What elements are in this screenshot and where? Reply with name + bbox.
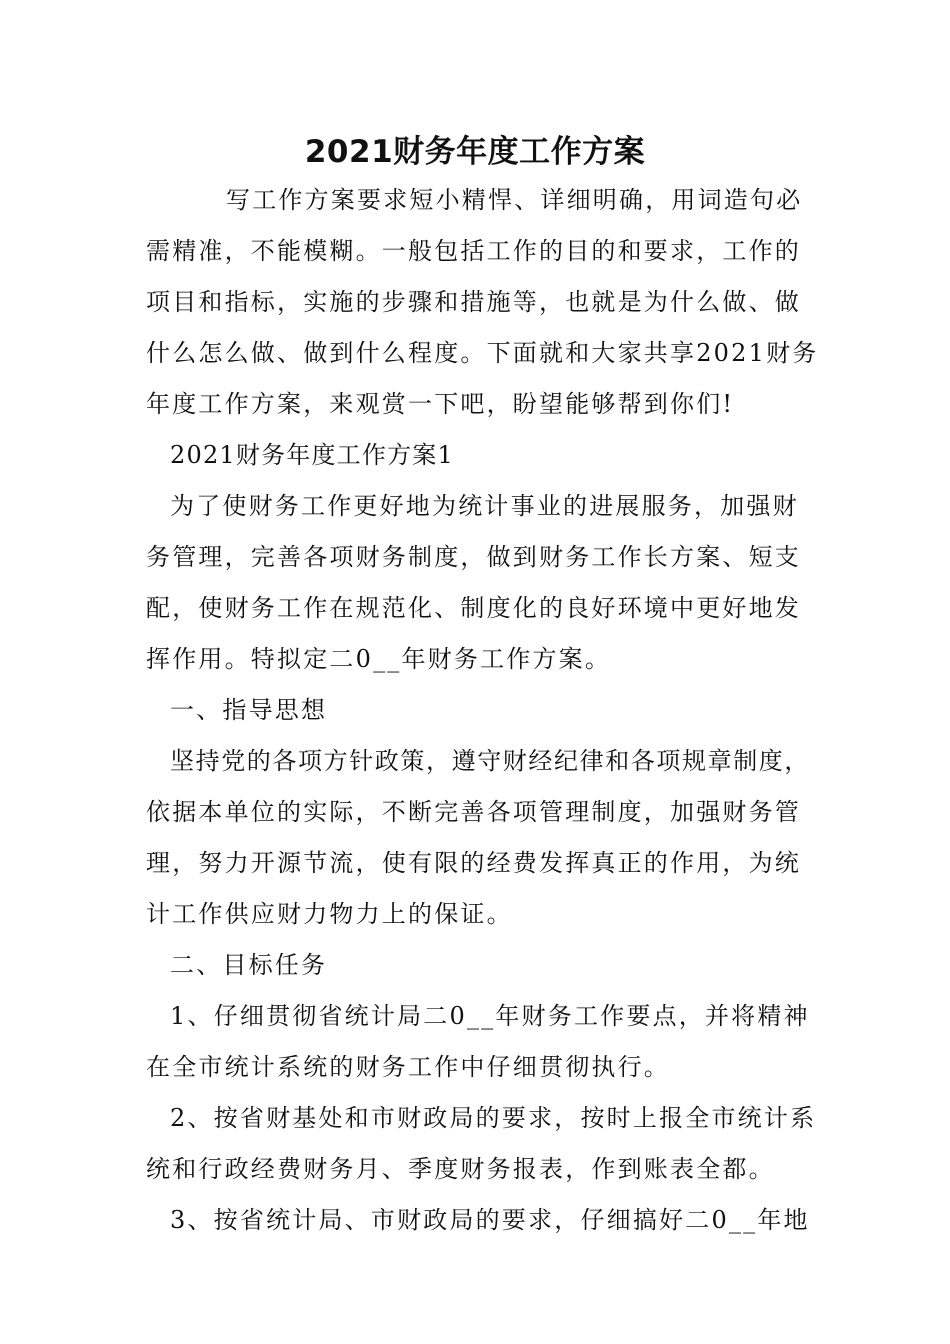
paragraph-line: 为了使财务工作更好地为统计事业的进展服务，加强财	[170, 492, 799, 520]
paragraph-line: 依据本单位的实际，不断完善各项管理制度，加强财务管	[146, 798, 801, 826]
paragraph-line: 在全市统计系统的财务工作中仔细贯彻执行。	[146, 1053, 670, 1081]
paragraph-line: 需精准，不能模糊。一般包括工作的目的和要求，工作的	[146, 237, 801, 265]
paragraph-line: 年度工作方案，来观赏一下吧，盼望能够帮到你们!	[146, 390, 735, 418]
paragraph-line: 配，使财务工作在规范化、制度化的良好环境中更好地发	[146, 594, 801, 622]
section-heading: 二、目标任务	[170, 951, 328, 979]
paragraph-line: 写工作方案要求短小精悍、详细明确，用词造句必	[226, 186, 803, 214]
paragraph-line: 计工作供应财力物力上的保证。	[146, 900, 513, 928]
document-title: 2021财务年度工作方案	[304, 134, 646, 170]
paragraph-line: 务管理，完善各项财务制度，做到财务工作长方案、短支	[146, 543, 801, 571]
paragraph-line: 什么怎么做、做到什么程度。下面就和大家共享2021财务	[146, 339, 819, 367]
paragraph-line: 理，努力开源节流，使有限的经费发挥真正的作用，为统	[146, 849, 801, 877]
section-heading: 一、指导思想	[170, 696, 328, 724]
paragraph-line: 挥作用。特拟定二0__年财务工作方案。	[146, 645, 612, 673]
paragraph-line: 项目和指标，实施的步骤和措施等，也就是为什么做、做	[146, 288, 801, 316]
paragraph-line: 1、仔细贯彻省统计局二0__年财务工作要点，并将精神	[170, 1002, 810, 1030]
paragraph-line: 统和行政经费财务月、季度财务报表，作到账表全都。	[146, 1155, 775, 1183]
paragraph-line: 2、按省财基处和市财政局的要求，按时上报全市统计系	[170, 1104, 817, 1132]
paragraph-line: 3、按省统计局、市财政局的要求，仔细搞好二0__年地	[170, 1206, 810, 1234]
paragraph-line: 坚持党的各项方针政策，遵守财经纪律和各项规章制度，	[170, 747, 810, 775]
section-heading: 2021财务年度工作方案1	[170, 441, 454, 469]
